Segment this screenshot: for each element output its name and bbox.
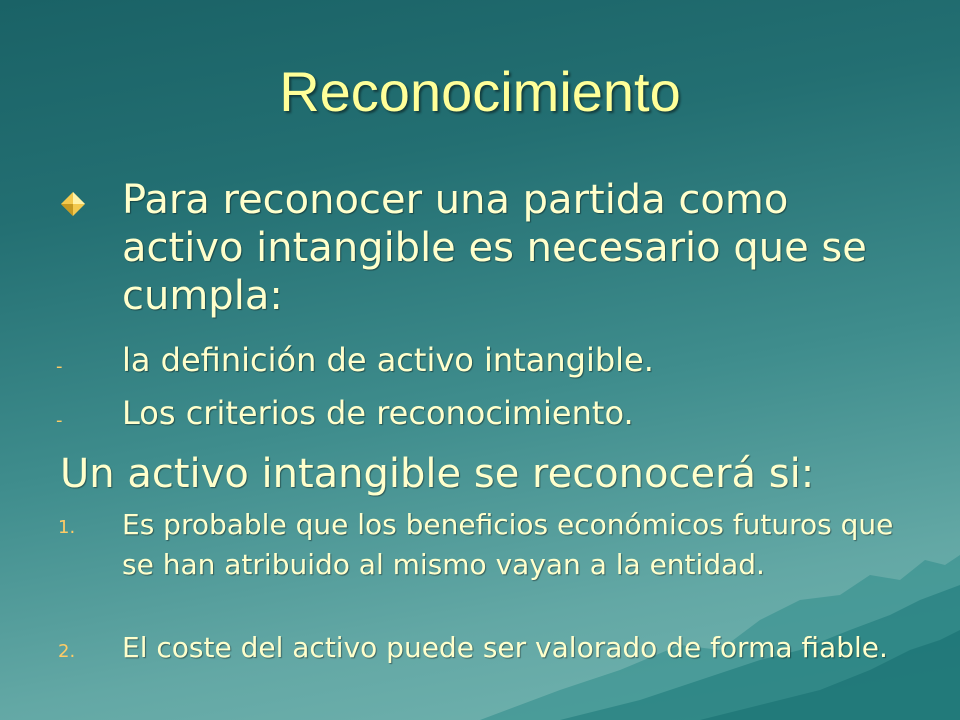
sub-bullet-text: Los criterios de reconocimiento. [122, 394, 634, 432]
diamond-bullet-icon [60, 191, 86, 217]
sub-bullet-text: la definición de activo intangible. [122, 341, 654, 379]
numbered-item-text: Es probable que los beneficios económicos futuros que se han atribuido al mismo vayan a la entidad. [122, 508, 894, 581]
numbered-item-marker: 1. [58, 517, 76, 538]
sub-bullet-marker: - [56, 410, 63, 431]
numbered-item-text: El coste del activo puede ser valorado de forma fiable. [122, 631, 888, 664]
main-bullet-text: Para reconocer una partida como activo intangible es necesario que se cumpla: [122, 177, 867, 319]
section-heading: Un activo intangible se reconocerá si: [60, 451, 815, 497]
slide-title: Reconocimiento [279, 60, 681, 123]
sub-bullet-marker: - [56, 356, 63, 377]
numbered-item-marker: 2. [58, 641, 76, 662]
